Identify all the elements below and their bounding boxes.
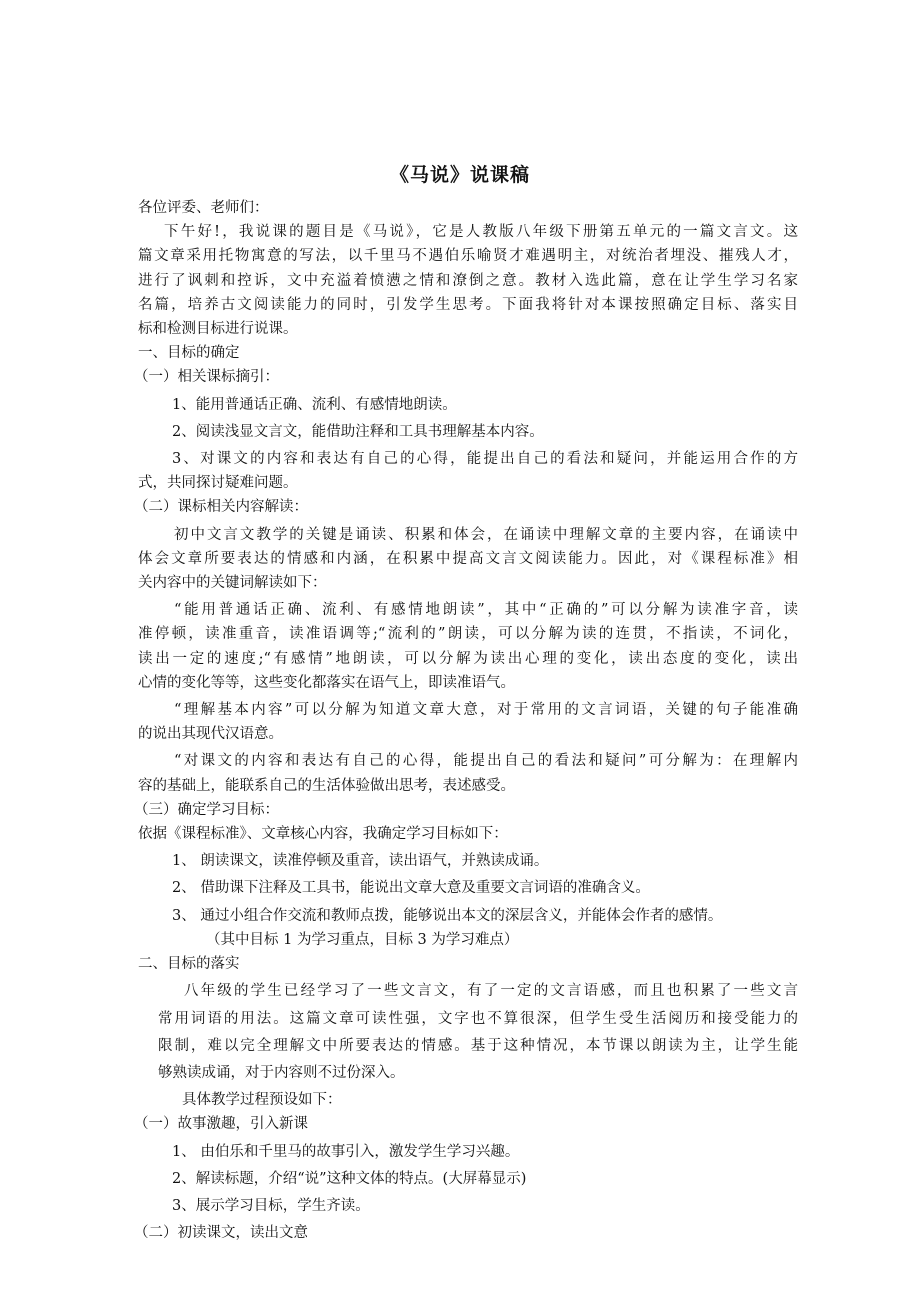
text-line: （一）故事激趣，引入新课 bbox=[134, 1116, 308, 1133]
text-line: （其中目标 1 为学习重点，目标 3 为学习难点） bbox=[206, 931, 519, 948]
text-line: 式，共同探讨疑难问题。 bbox=[138, 475, 298, 492]
text-line: （二）初读课文，读出文意 bbox=[134, 1225, 308, 1242]
text-line: “理解基本内容”可以分解为知道文章大意，对于常用的文言词语，关键的句子能准确 bbox=[174, 702, 798, 719]
text-line: 二、目标的落实 bbox=[138, 956, 240, 973]
text-line: 具体教学过程预设如下： bbox=[182, 1092, 342, 1109]
text-line: 进行了讽刺和控诉，文中充溢着愤懑之情和潦倒之意。教材入选此篇，意在让学生学习名家 bbox=[138, 272, 798, 289]
text-line: 1、 朗读课文，读准停顿及重音，读出语气，并熟读成诵。 bbox=[172, 853, 549, 870]
document-title: 《马说》说课稿 bbox=[389, 164, 530, 186]
document-body bbox=[134, 196, 798, 1245]
text-line: “能用普通话正确、流利、有感情地朗读”，其中“正确的”可以分解为读准字音，读 bbox=[174, 602, 798, 619]
text-line: 准停顿，读准重音，读准语调等;“流利的”朗读，可以分解为读的连贯，不指读，不词化， bbox=[138, 626, 798, 643]
text-line: 依据《课程标准》、文章核心内容，我确定学习目标如下： bbox=[138, 826, 508, 843]
text-line: 初中文言文教学的关键是诵读、积累和体会，在诵读中理解文章的主要内容，在诵读中 bbox=[174, 526, 798, 543]
text-line: 够熟读成诵，对于内容则不过份深入。 bbox=[158, 1064, 405, 1081]
text-line: 1、 由伯乐和千里马的故事引入，激发学生学习兴趣。 bbox=[172, 1143, 520, 1160]
text-line: 常用词语的用法。这篇文章可读性强，文字也不算很深，但学生受生活阅历和接受能力的 bbox=[158, 1010, 798, 1027]
text-line: 关内容中的关键词解读如下： bbox=[138, 575, 327, 592]
text-line: （三）确定学习目标： bbox=[134, 801, 279, 818]
text-line: “对课文的内容和表达有自己的心得，能提出自己的看法和疑问”可分解为：在理解内 bbox=[174, 753, 798, 770]
text-line: 名篇，培养古文阅读能力的同时，引发学生思考。下面我将针对本课按照确定目标、落实目 bbox=[138, 296, 798, 313]
text-line: （一）相关课标摘引： bbox=[134, 369, 279, 386]
text-line: 2、解读标题，介绍“说”这种文体的特点。(大屏幕显示) bbox=[172, 1170, 527, 1187]
text-line: 容的基础上，能联系自己的生活体验做出思考，表述感受。 bbox=[138, 777, 515, 794]
text-line: 标和检测目标进行说课。 bbox=[138, 321, 298, 338]
text-line: 各位评委、老师们： bbox=[138, 200, 269, 216]
text-line: 2、阅读浅显文言文，能借助注释和工具书理解基本内容。 bbox=[172, 423, 544, 440]
text-line: 3、对课文的内容和表达有自己的心得，能提出自己的看法和疑问，并能运用合作的方 bbox=[172, 451, 798, 468]
text-line: 3、展示学习目标，学生齐读。 bbox=[172, 1197, 370, 1214]
text-line: 的说出其现代汉语意。 bbox=[138, 726, 283, 743]
text-line: 篇文章采用托物寓意的写法，以千里马不遇伯乐喻贤才难遇明主，对统治者埋没、摧残人才， bbox=[138, 248, 798, 265]
text-line: 心情的变化等等，这些变化都落实在语气上，即读准语气。 bbox=[138, 674, 515, 691]
text-line: 3、 通过小组合作交流和教师点拨，能够说出本文的深层含义，并能体会作者的感情。 bbox=[172, 907, 723, 924]
text-line: （二）课标相关内容解读： bbox=[134, 499, 308, 516]
text-line: 八年级的学生已经学习了一些文言文，有了一定的文言语感，而且也积累了一些文言 bbox=[184, 983, 798, 1000]
text-line: 体会文章所要表达的情感和内涵，在积累中提高文言文阅读能力。因此，对《课程标准》相 bbox=[138, 550, 798, 567]
text-line: 限制，难以完全理解文中所要表达的情感。基于这种情况，本节课以朗读为主，让学生能 bbox=[158, 1037, 798, 1054]
text-line: 读出一定的速度;“有感情”地朗读，可以分解为读出心理的变化，读出态度的变化，读出 bbox=[138, 650, 798, 667]
text-line: 一、目标的确定 bbox=[138, 345, 240, 362]
text-line: 2、 借助课下注释及工具书，能说出文章大意及重要文言词语的准确含义。 bbox=[172, 880, 650, 897]
text-line: 下午好!，我说课的题目是《马说》，它是人教版八年级下册第五单元的一篇文言文。这 bbox=[164, 224, 798, 241]
text-line: 1、能用普通话正确、流利、有感情地朗读。 bbox=[172, 396, 457, 413]
